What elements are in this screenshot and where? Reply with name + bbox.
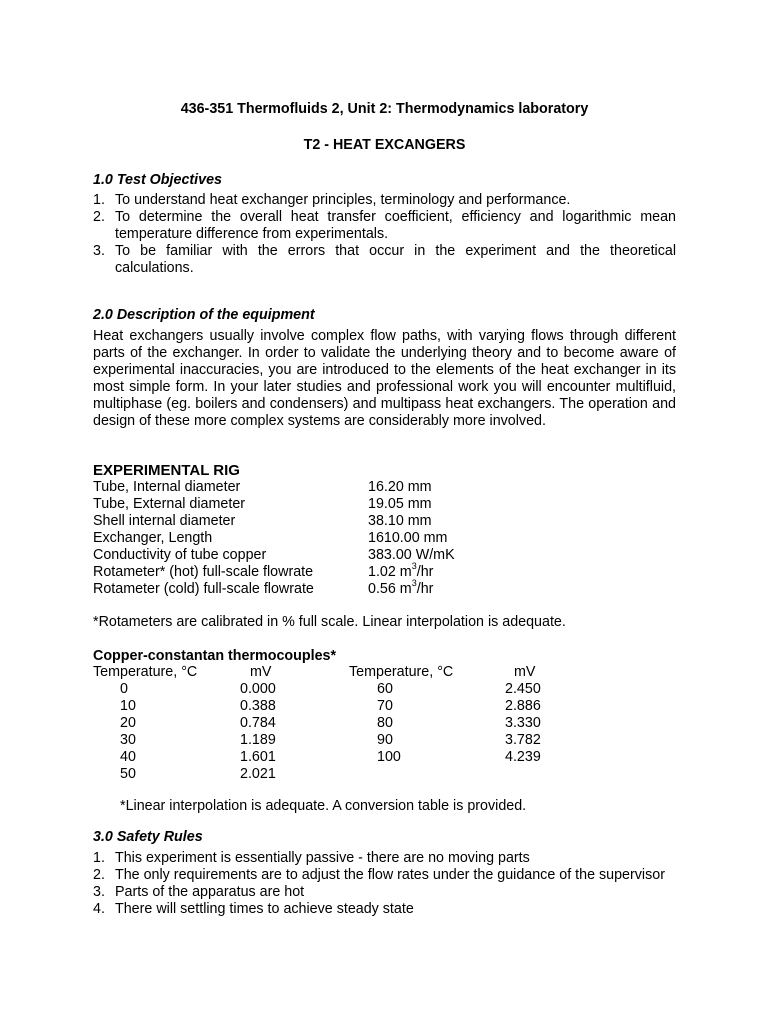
description-heading: 2.0 Description of the equipment xyxy=(93,307,315,323)
rig-label-rotameter-hot: Rotameter* (hot) full-scale flowrate xyxy=(93,564,314,580)
list-item: 4. There will settling times to achieve steady state xyxy=(93,901,414,917)
rig-label-length: Exchanger, Length xyxy=(93,530,213,546)
rotameter-note: *Rotameters are calibrated in % full scale. Linear interpolation is adequate. xyxy=(93,614,566,630)
table-cell: 10 xyxy=(120,698,136,714)
col-header-temperature-left: Temperature, °C xyxy=(93,664,198,680)
col-header-temperature-right: Temperature, °C xyxy=(349,664,454,680)
table-cell: 80 xyxy=(377,715,393,731)
table-cell: 3.782 xyxy=(505,732,541,748)
table-cell: 4.239 xyxy=(505,749,541,765)
table-cell: 1.189 xyxy=(240,732,276,748)
rig-value-internal-diameter: 16.20 mm xyxy=(368,479,432,495)
rig-label-internal-diameter: Tube, Internal diameter xyxy=(93,479,241,495)
rig-label-conductivity: Conductivity of tube copper xyxy=(93,547,267,563)
table-cell: 1.601 xyxy=(240,749,276,765)
course-title: 436-351 Thermofluids 2, Unit 2: Thermodynamics laboratory xyxy=(180,101,589,117)
rig-heading: EXPERIMENTAL RIG xyxy=(93,462,240,479)
table-cell: 2.450 xyxy=(505,681,541,697)
list-item: 1. This experiment is essentially passive - there are no moving parts xyxy=(93,850,530,866)
table-cell: 0.388 xyxy=(240,698,276,714)
table-cell: 2.886 xyxy=(505,698,541,714)
table-cell: 60 xyxy=(377,681,393,697)
list-item: 3. To be familiar with the errors that occur in the experiment and the theoretical calculations. xyxy=(93,243,676,276)
table-cell: 100 xyxy=(377,749,401,765)
table-cell: 40 xyxy=(120,749,136,765)
list-item: 3. Parts of the apparatus are hot xyxy=(93,884,305,900)
rig-value-rotameter-hot: 1.02 $m^3/hr$ xyxy=(368,561,434,580)
table-cell: 0 xyxy=(120,681,128,697)
objectives-list xyxy=(93,192,676,277)
rig-label-rotameter-cold: Rotameter (cold) full-scale flowrate xyxy=(93,581,314,597)
table-cell: 20 xyxy=(120,715,136,731)
rig-value-conductivity: 383.00 W/mK xyxy=(368,547,455,563)
table-cell: 2.021 xyxy=(240,766,276,782)
document-title: T2 - HEAT EXCANGERS xyxy=(303,137,466,153)
col-header-mv-left: mV xyxy=(250,664,272,680)
table-cell: 0.784 xyxy=(240,715,276,731)
table-cell: 3.330 xyxy=(505,715,541,731)
thermocouple-note: *Linear interpolation is adequate. A conversion table is provided. xyxy=(120,798,527,814)
safety-list xyxy=(93,850,676,918)
table-cell: 50 xyxy=(120,766,136,782)
table-cell: 70 xyxy=(377,698,393,714)
col-header-mv-right: mV xyxy=(514,664,536,680)
list-item: 2. To determine the overall heat transfer coefficient, efficiency and logarithmic mean temperature difference from experimentals. xyxy=(93,209,676,242)
list-item: 2. The only requirements are to adjust the flow rates under the guidance of the supervisor xyxy=(93,867,665,883)
table-cell: 0.000 xyxy=(240,681,276,697)
description-paragraph: Heat exchangers usually involve complex flow paths, with varying flows through different parts of the exchanger. In order to validate the underlying theory and to become aware of experimental inaccuracies, you are introduced to the elements of the heat exchanger in its most simple form. In your later studies and professional work you will encounter multifluid, multiphase (eg. boilers and condensers) and multipass heat exchangers. The operation and design of these more complex systems are considerably more involved. xyxy=(93,328,676,429)
rig-value-length: 1610.00 mm xyxy=(368,530,448,546)
rig-value-rotameter-cold: 0.56 $m^3/hr$ xyxy=(368,578,434,597)
safety-heading: 3.0 Safety Rules xyxy=(93,829,203,845)
rig-label-external-diameter: Tube, External diameter xyxy=(93,496,246,512)
rig-label-shell-diameter: Shell internal diameter xyxy=(93,513,236,529)
rig-value-shell-diameter: 38.10 mm xyxy=(368,513,432,529)
thermocouple-heading: Copper-constantan thermocouples* xyxy=(93,648,337,664)
objectives-heading: 1.0 Test Objectives xyxy=(93,172,222,188)
list-item: 1. To understand heat exchanger principles, terminology and performance. xyxy=(93,192,571,208)
rig-value-external-diameter: 19.05 mm xyxy=(368,496,432,512)
table-cell: 30 xyxy=(120,732,136,748)
table-cell: 90 xyxy=(377,732,393,748)
